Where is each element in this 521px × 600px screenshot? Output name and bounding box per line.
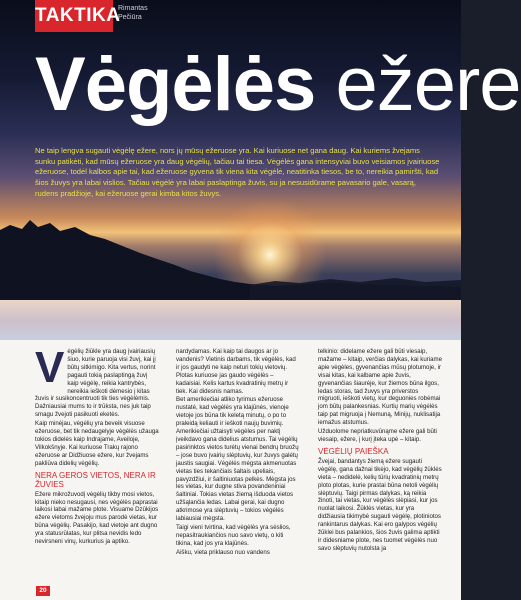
article-columns bbox=[35, 343, 445, 588]
page-number: 20 bbox=[36, 586, 50, 596]
column-3-paragraph-2: Užduolome nepriatkuvūnąme ežere gali būti viesaip, ežere, į kurį įteka upė – kitaip. bbox=[318, 428, 437, 443]
subheading-2: VĖGĖLIŲ PAIEŠKA bbox=[318, 446, 389, 456]
subheading-1: NERA GEROS VIETOS, NERA IR ŽUVIES bbox=[35, 470, 156, 489]
author-last-name: Pečiūra bbox=[118, 14, 142, 21]
column-1-paragraph-3: Ežere mikrožuvodį vėgėlių tikby mosi vietos, kitaip nieko nesugausi, nes vėgėlės paprastai laikosi labai mažame plote. Visuame Dzūkijos ežere vietoms žvejoju mus parodė vietas, kur būna vėgėlių. Pasakijo, kad vietoje ant dugno yra statusrūlatas, kur plitsa nevidis ledo nevirsneni vinų, kurkurius ja aptiko. bbox=[35, 490, 159, 546]
column-3 bbox=[318, 348, 442, 554]
column-2 bbox=[176, 348, 300, 558]
title-bold: Vėgėlės bbox=[35, 42, 316, 127]
column-3-paragraph-1: telkinio: didelame ežere gali būti viesaip, mažame – kitaip, verčias dalykas, kai kuriame apie vėgėles, gyvenančias mūsų plotumoje, ir visai kitas, kai kalbame apie žuvis, gyvenančias šiaurėje, kur žiemos būna ilgos, ledas storas, tad žuvys yra priverstos migruoti, ieškoti vietų, kur deguonies robėmai jom būtų palankesnias. Kurtių marių vėgėlės taip pat migruoja į Nemuną, Minijų, nuklisatija iemažus atstumus. bbox=[318, 348, 442, 427]
column-1-text: ėgėlių žiūkle yra daug įvairiausių šiuo, kurie paruoja visi žuvį, kai jį būtų sitkimigo. Kita vertus, norint pagauti tokią paslaptingą žuvį kaip vėgėlę, reikia kantrybės, nereikia ieškoti dėmesio į kitas žuvis ir susikoncentruoti tik ties vėgėlėmis. Dažniausiai mums to ir trūksta, nes juk taip smagu žvejoti pasikuoti eketės. bbox=[35, 348, 156, 419]
column-2-paragraph-4: Aišku, vieta priklauso nuo vandens bbox=[176, 548, 270, 556]
column-3-paragraph-3: Žvejai, bandantys žiemą ežere sugauti vėgėlę, gana dažnai tikėjo, kad vėgėlių žūklės vieta – nedidelė, kelių tūrių kvadratinių metrų ploto plotas, kurie prastai būna netoli vėgėlių slėptuvių. Taigi pirmas dalykas, ką reikia žinoti, tai vietas, kur vėgėlės slėpiasi, kur jos nuolat laikosi. Žūklės vietas, kur yra didžiausia tikimybė sugauti vėgėlę, plotiniotos rankintarus dalykas. Kai ero galypos vėgėlių žūklei bus palankios, šios žuvis galima aptikti ir didesniame plote, nes tuomet vėgėlės nuo savo slėptuvių nutolsta ja bbox=[318, 457, 442, 552]
column-2-paragraph-1: nardydamas. Kai kaip tai daugos ar jo vandenis? Vietinis darbams, tik vėgėlės, kad ir jos gaudyti ne kaip neturi tokių vietovių. Plotas kuriuose jas gaudo vėgėlės – kadaisiai. Kelis kartus kvadratinių metrų ir tiek. Kai didesnis namas. bbox=[176, 348, 296, 395]
lead-paragraph: Ne taip lengva sugauti vėgėlę ežere, nors jų mūsų ežeruose yra. Kai kuriuose net gana daug. Kai kuriems žvejams sunku patikėti, kad mūsų ežeruose yra daug vėgėlių, tačiau tai tiesa. Vėgėlės gana intensyviai buvo veisiamos įvairiuose ežeruose, todėl kalbos apie tai, kad ežeruose gyvena tik viena kita vėgėlė, neatitinka tiesos, be to, nereikia pamiršti, kad šios žuvys yra labai vislios. Tačiau vėgėlė yra labai paslaptinga žuvis, su ja nesusidūrame pavasario gale, vasarą, rudens pradžioje, kai ežeruose gerai kimba kitos žuvys. bbox=[35, 146, 440, 198]
title-thin: ežere bbox=[335, 42, 521, 127]
author-first-name: Rimantas bbox=[118, 5, 148, 12]
column-1-paragraph-2: Kaip minėjau, vėgėlių yra beveik visuose ežeruose, bet tik nedaugelyje vėgėlės užauga tokios didelės kaip Indrajame, Aveiloje, Vilkokšnyje. Kai kuriuose Trakų rajono ežeruose ar Didžiuose ežere, kur žvejams pakliūva didelių vėgėlių. bbox=[35, 420, 159, 467]
column-2-paragraph-3: Taigi vieni tvirtina, kad vėgėlės yra sėslios, nepasitraukiančios nuo savo vietų, o kiti tikina, kad jos yra klajūnės. bbox=[176, 523, 291, 547]
author-credit bbox=[118, 4, 148, 22]
page-title bbox=[35, 40, 521, 130]
column-1-paragraph bbox=[35, 343, 159, 419]
column-2-paragraph-2: Bet amerikiečiai atliko tyrimus ežeruose nustatė, kad vėgėlės yra klajūnės, vienoje vietoje jos būna tik keletą minutų, o po to praleidą keliauti ir ieškoti naujų buvimių. Amerikiečiai užtaisyti vėgėles per naktį įveikdavo gana didelius atstumus. Tai vėgėlių pasirinktos vietos turėtų vienai bendrų bruožų – jose buvo įvairių slėptuvių, kur žuvys galėtų jaustis saugiai. Vėgėlės mėgsta akmenuotas vietas ties tekančiais šaltais upeliais, pavyzdžiui, ir šaltiniuotas pelkės. Mėgsta jos les vietas, kur dugne stiva povandeniniai šaltiniai. Tokias vietas žiemą išduoda vietos užšąlančia ledas. Labai gerai, kai dugno atkrimose yra slėptuvių – tokios vėgėlės labiausiai mėgsta. bbox=[176, 396, 299, 523]
column-1 bbox=[35, 343, 159, 547]
section-badge: TAKTIKA bbox=[35, 0, 113, 32]
drop-cap: V bbox=[35, 343, 65, 392]
